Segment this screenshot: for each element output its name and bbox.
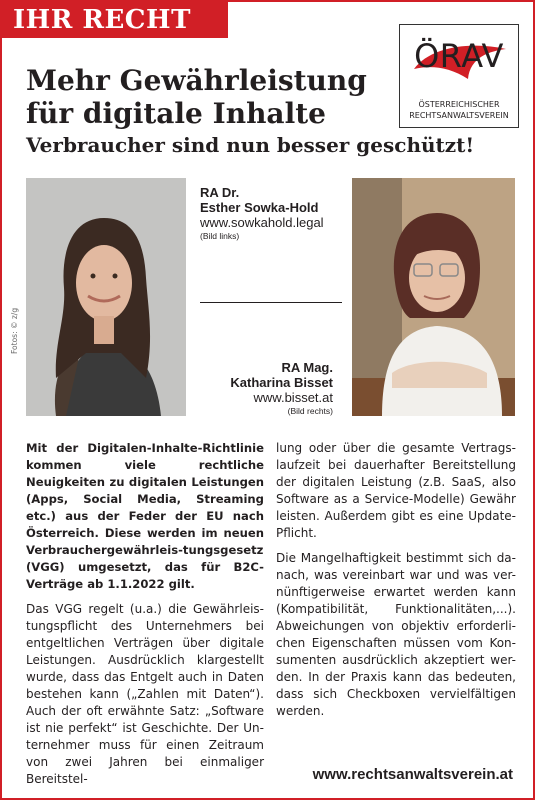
article-paragraph-1: Das VGG regelt (u.a.) die Gewährleis-tungspflicht des Unternehmers bei entgeltlichen Verträgen über digitale Leistungen. Ausdrücklich klargestellt wurde, dass das Entgelt auch in Daten bestehen kann („Zahlen mit Daten“). Auch der oft erwähnte Satz: „Software ist nie perfekt“ ist Geschichte. Der Un-ternehmer muss für einen Zeitraum von zwei Jahren bei einmaliger Bereitstel- (26, 602, 264, 786)
article-column-right (276, 440, 516, 728)
author2-title: RA Mag. (281, 360, 333, 375)
headline (26, 64, 367, 130)
author1-name: Esther Sowka-Hold (200, 200, 319, 215)
divider-line (200, 302, 342, 303)
portrait-left-image (26, 178, 186, 416)
author2-name: Katharina Bisset (230, 375, 333, 390)
footer-website-link[interactable]: www.rechtsanwaltsverein.at (312, 766, 513, 783)
portrait-photo-right (352, 178, 515, 416)
author2-website[interactable]: www.bisset.at (253, 390, 333, 405)
logo-name: ÖRAV (414, 37, 504, 75)
author1-website[interactable]: www.sowkahold.legal (200, 215, 324, 230)
author2-photo-note: (Bild rechts) (287, 406, 333, 416)
author1-title: RA Dr. (200, 185, 240, 200)
portrait-right-image (352, 178, 515, 416)
article-paragraph-2: lung oder über die gesamte Vertrags-laufzeit bei dauerhafter Bereitstellung der digitalen Leistung (z.B. SaaS, also Software as a Service-Modelle) Gewähr leisten. Außerdem gibt es eine Update-Pflicht. (276, 441, 516, 540)
portrait-photo-left (26, 178, 186, 416)
banner-title: IHR RECHT (13, 5, 191, 35)
photo-credit: Fotos: © z/g (10, 307, 19, 354)
headline-line2: für digitale Inhalte (26, 97, 326, 130)
section-banner (2, 2, 228, 38)
author1-photo-note: (Bild links) (200, 231, 240, 241)
author-bio-1 (200, 185, 324, 242)
subheadline: Verbraucher sind nun besser geschützt! (26, 133, 475, 157)
logo-subtitle-line1: ÖSTERREICHISCHER (418, 100, 500, 109)
logo-subtitle-line2: RECHTSANWALTSVEREIN (409, 111, 509, 120)
article-paragraph-3: Die Mangelhaftigkeit bestimmt sich da-nach, was vereinbart war und was ver-nünftigerweise erwartet werden kann (Kompatibilität, Funktionalitäten,...). Abweichungen von objektiv erforderli-chen Eigenschaften müssen vom Kon-sumenten ausdrücklich akzeptiert wer-den. In der Praxis kann das bedeuten, dass sich Checkboxen vervielfältigen werden. (276, 551, 516, 718)
author-bio-2 (230, 360, 333, 417)
article-column-left (26, 440, 264, 796)
headline-line1: Mehr Gewährleistung (26, 64, 367, 97)
article-lead: Mit der Digitalen-Inhalte-Richtlinie kommen viele rechtliche Neuigkeiten zu digitalen Leistungen (Apps, Social Media, Streaming etc.) aus der Feder der EU nach Österreich. Diese werden im neuen Verbrauchergewährleis-tungsgesetz (VGG) umgesetzt, das für B2C-Verträge ab 1.1.2022 gilt. (26, 441, 264, 591)
oerav-logo (399, 24, 519, 128)
